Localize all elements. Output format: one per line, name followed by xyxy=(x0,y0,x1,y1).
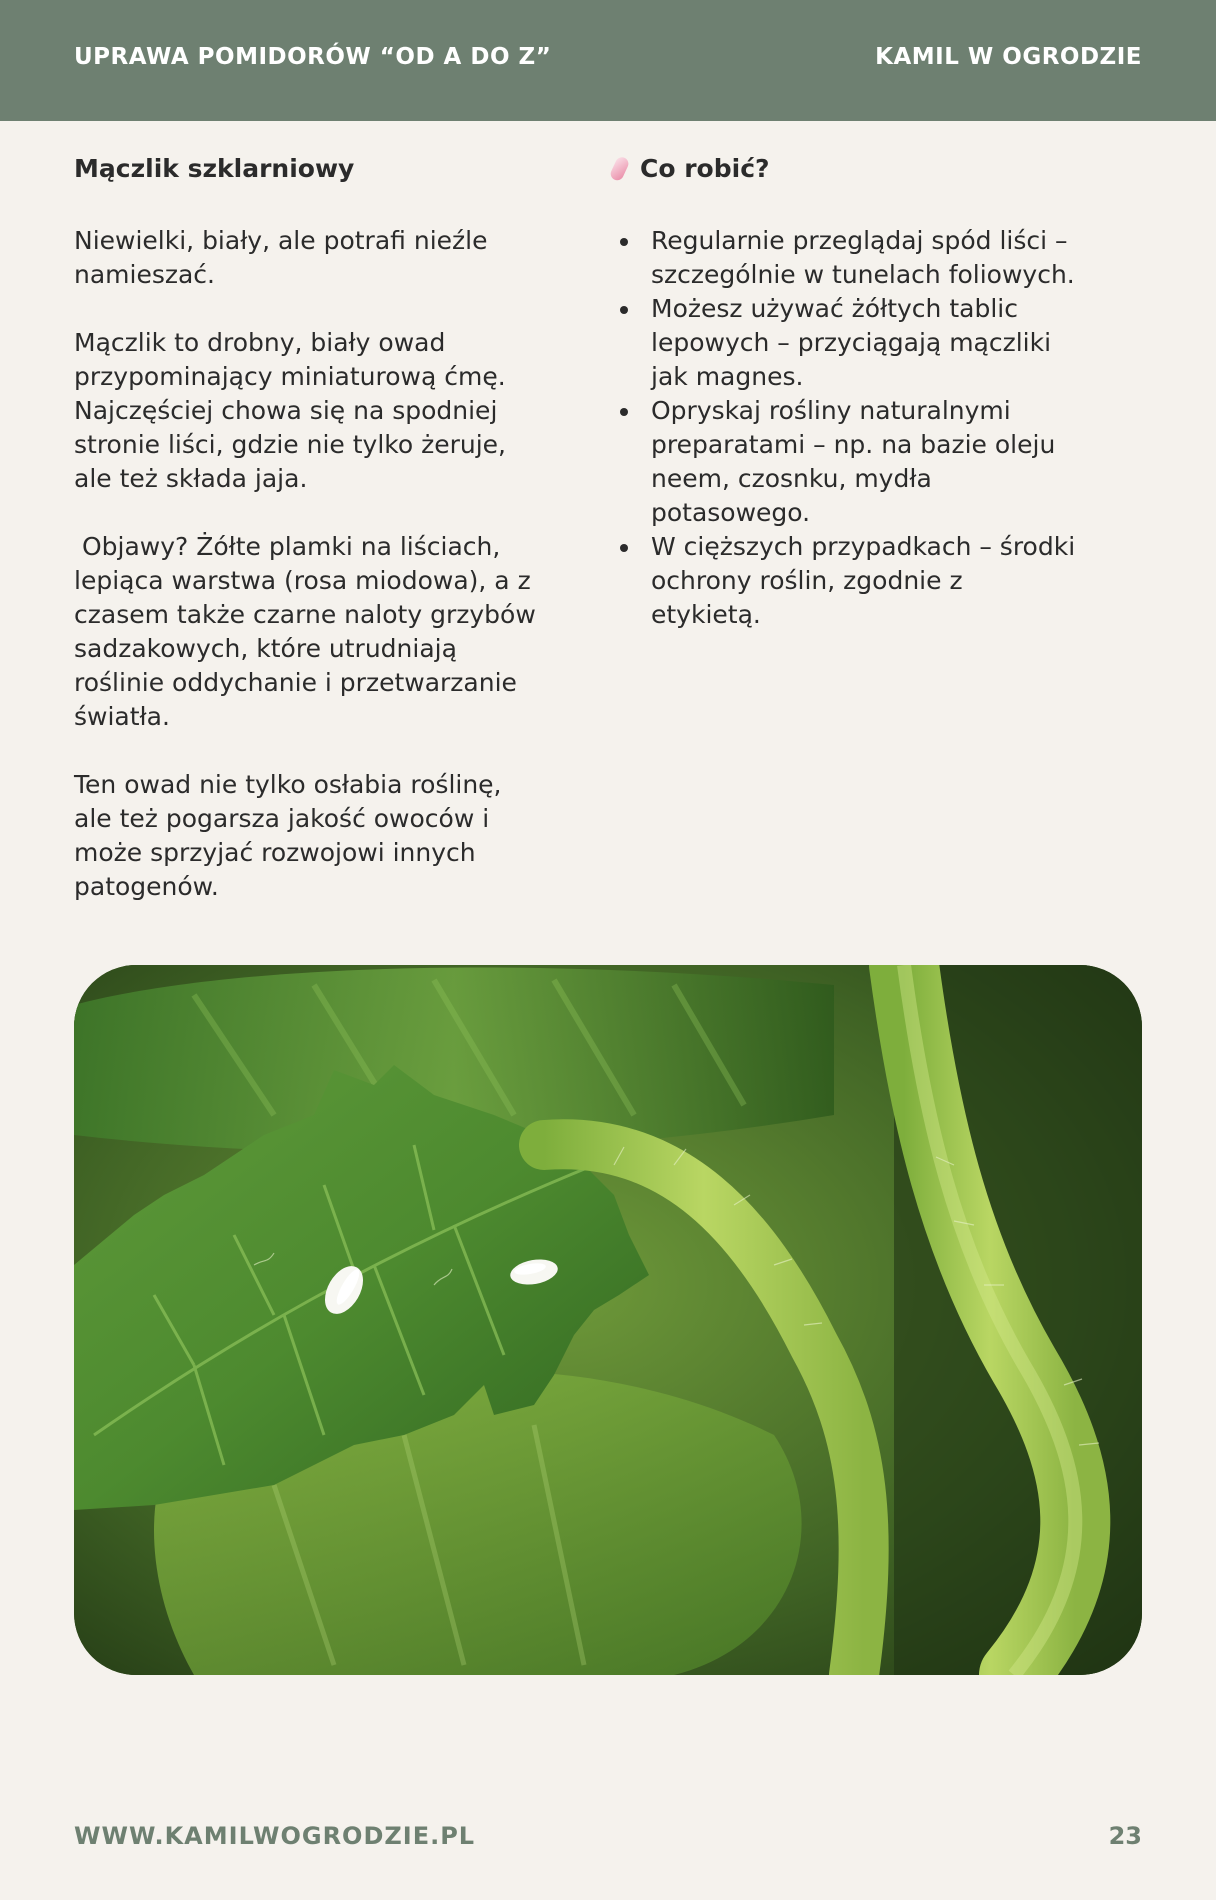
pill-icon xyxy=(610,155,630,183)
list-item: Regularnie przeglądaj spód liści – szczególnie w tunelach foliowych. xyxy=(610,224,1080,292)
paragraph-symptoms: Objawy? Żółte plamki na liściach, lepiąca warstwa (rosa miodowa), a z czasem także czarne naloty grzybów sadzakowych, które utrudniają roślinie oddychanie i przetwarzanie światła. xyxy=(74,532,544,731)
author-name: KAMIL W OGRODZIE xyxy=(875,44,1142,70)
section-heading-text: Mączlik szklarniowy xyxy=(74,154,355,183)
document-title: UPRAWA POMIDORÓW “OD A DO Z” xyxy=(74,44,552,70)
list-item: Opryskaj rośliny naturalnymi preparatami – np. na bazie oleju neem, czosnku, mydła potasowego. xyxy=(610,394,1080,530)
whitefly-photo-illustration xyxy=(74,965,1142,1675)
list-item: W cięższych przypadkach – środki ochrony roślin, zgodnie z etykietą. xyxy=(610,530,1080,632)
whitefly-photo xyxy=(74,965,1142,1675)
paragraph-effects: Ten owad nie tylko osłabia roślinę, ale też pogarsza jakość owoców i może sprzyjać rozwojowi innych patogenów. xyxy=(74,770,502,901)
section-heading-text: Co robić? xyxy=(640,154,770,183)
section-heading-what-to-do xyxy=(610,152,1080,186)
paragraph-description: Mączlik to drobny, biały owad przypominający miniaturową ćmę. Najczęściej chowa się na spodniej stronie liści, gdzie nie tylko żeruje, ale też składa jaja. xyxy=(74,328,506,493)
left-column xyxy=(74,152,544,938)
website-url: WWW.KAMILWOGRODZIE.PL xyxy=(74,1822,476,1850)
paragraph-intro: Niewielki, biały, ale potrafi nieźle namieszać. xyxy=(74,226,488,289)
page-header xyxy=(0,0,1216,121)
advice-list xyxy=(610,224,1080,632)
list-item: Możesz używać żółtych tablic lepowych – przyciągają mączliki jak magnes. xyxy=(610,292,1080,394)
right-column xyxy=(610,152,1080,632)
page-number: 23 xyxy=(1108,1822,1142,1850)
section-heading-whitefly xyxy=(74,152,544,186)
